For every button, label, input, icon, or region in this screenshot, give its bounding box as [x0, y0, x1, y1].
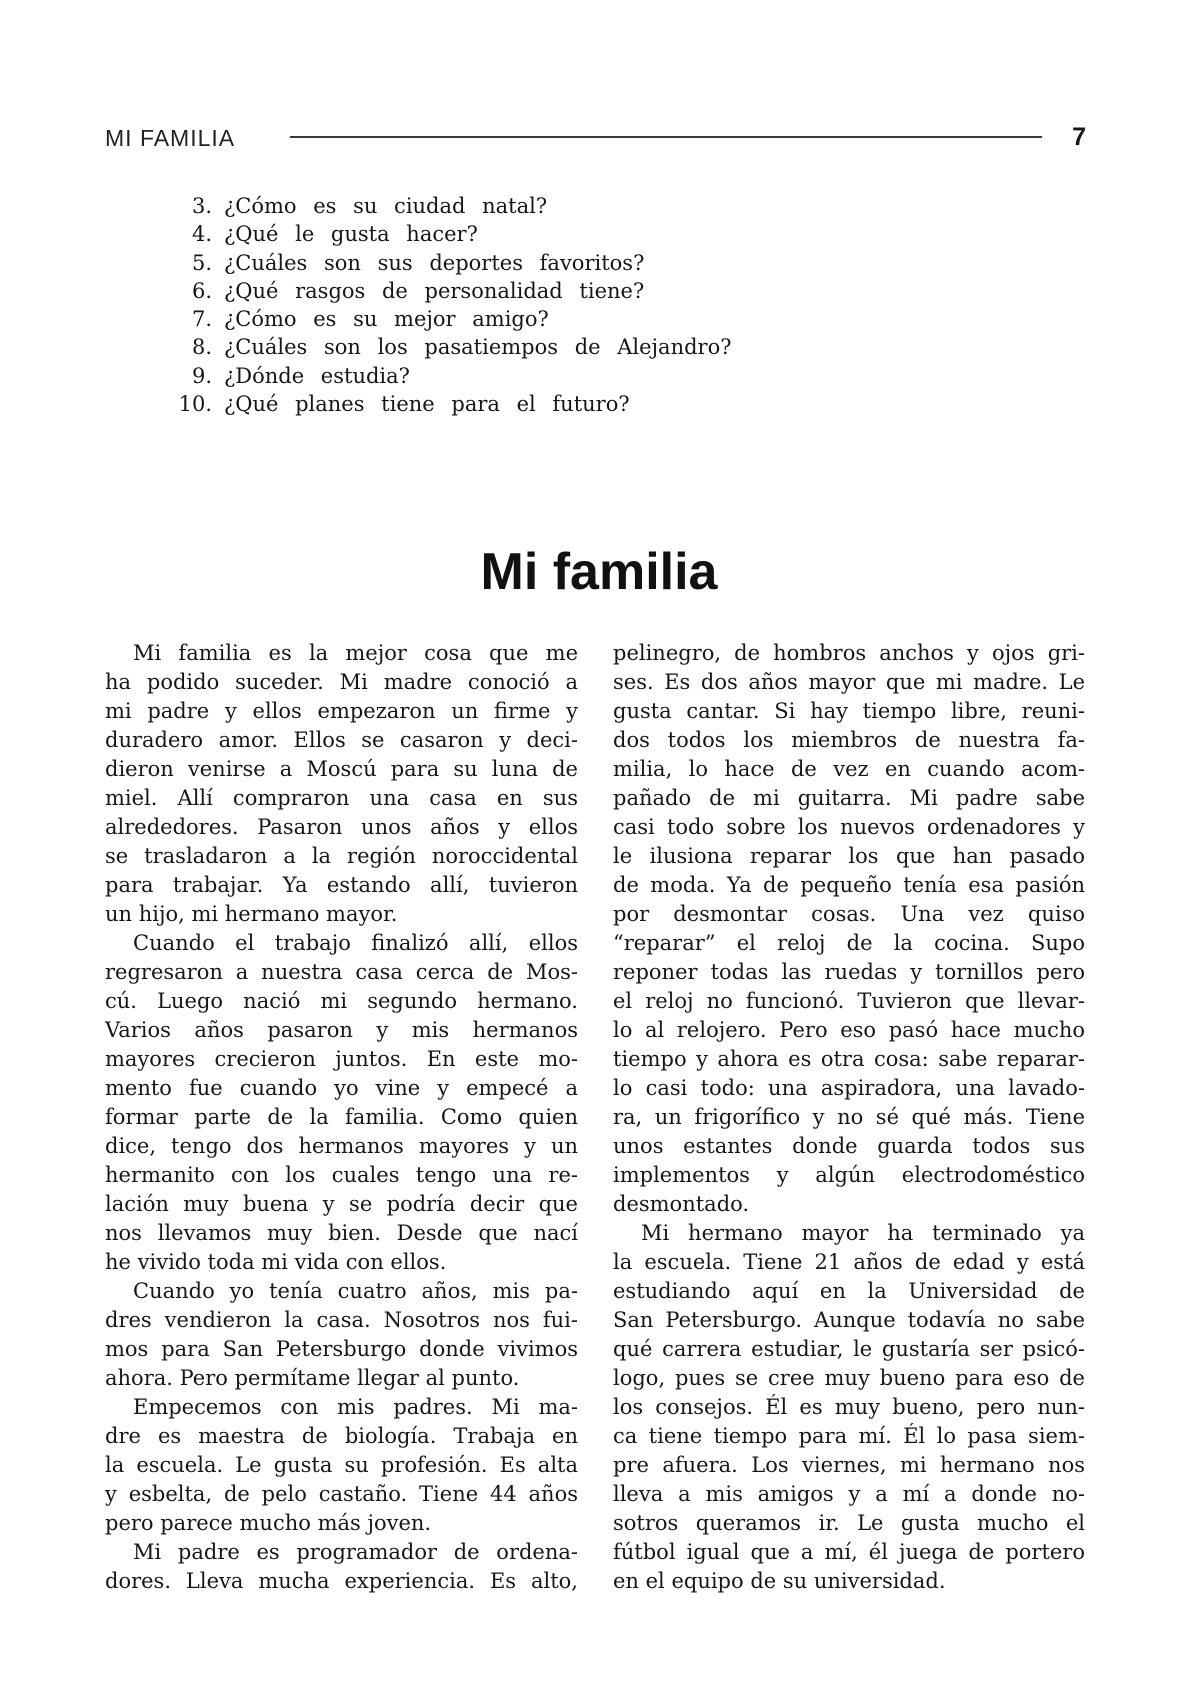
text-line: pero parece mucho más joven.	[105, 1511, 432, 1535]
text-line: le ilusiona reparar los que han pasado	[613, 844, 1085, 868]
question-item	[150, 390, 732, 418]
text-line: pelinegro, de hombros anchos y ojos gri-	[613, 641, 1085, 665]
text-line: la escuela. Tiene 21 años de edad y está	[613, 1250, 1085, 1274]
text-line: hermanito con los cuales tengo una re-	[105, 1163, 578, 1187]
paragraph	[613, 639, 1085, 1219]
question-list	[150, 192, 732, 418]
text-line: de moda. Ya de pequeño tenía esa pasión	[613, 873, 1085, 897]
question-number: 6.	[191, 278, 212, 303]
text-line: lo casi todo: una aspiradora, una lavado-	[613, 1076, 1085, 1100]
text-line: ra, un frigorífico y no sé qué más. Tiene	[613, 1105, 1085, 1129]
question-item	[150, 305, 732, 333]
text-line: mayores crecieron juntos. En este mo-	[105, 1047, 578, 1071]
text-line: dres vendieron la casa. Nosotros nos fui-	[105, 1308, 578, 1332]
text-line: y esbelta, de pelo castaño. Tiene 44 años	[105, 1482, 578, 1506]
paragraph	[613, 1219, 1085, 1596]
paragraph	[105, 639, 578, 929]
question-item	[150, 362, 732, 390]
text-line: pañado de mi guitarra. Mi padre sabe	[613, 786, 1085, 810]
text-line: unos estantes donde guarda todos sus	[613, 1134, 1085, 1158]
question-item	[150, 192, 732, 220]
question-number: 4.	[191, 222, 212, 247]
text-line: un hijo, mi hermano mayor.	[105, 902, 398, 926]
text-line: lo al relojero. Pero eso pasó hace mucho	[613, 1018, 1085, 1042]
text-line: dos todos los miembros de nuestra fa-	[613, 728, 1085, 752]
text-line: logo, pues se cree muy bueno para eso de	[613, 1366, 1085, 1390]
text-line: dre es maestra de biología. Trabaja en	[105, 1424, 578, 1448]
text-line: la escuela. Le gusta su profesión. Es alta	[105, 1453, 578, 1477]
text-line: regresaron a nuestra casa cerca de Mos-	[105, 960, 578, 984]
text-line: mento fue cuando yo vine y empecé a	[105, 1076, 578, 1100]
text-line: San Petersburgo. Aunque todavía no sabe	[613, 1308, 1085, 1332]
header-rule	[290, 136, 1042, 138]
text-line: ha podido suceder. Mi madre conoció a	[105, 670, 578, 694]
article-title: Mi familia	[480, 543, 718, 601]
text-line: dieron venirse a Moscú para su luna de	[105, 757, 578, 781]
text-line: cú. Luego nació mi segundo hermano.	[105, 989, 578, 1013]
question-text: ¿Qué rasgos de personalidad tiene?	[224, 278, 645, 303]
text-line: Empecemos con mis padres. Mi ma-	[133, 1395, 578, 1419]
text-line: mi padre y ellos empezaron un firme y	[105, 699, 578, 723]
text-line: estudiando aquí en la Universidad de	[613, 1279, 1085, 1303]
text-line: por desmontar cosas. Una vez quiso	[613, 902, 1085, 926]
running-title: MI FAMILIA	[105, 125, 236, 151]
question-text: ¿Qué planes tiene para el futuro?	[224, 392, 630, 417]
text-line: el reloj no funcionó. Tuvieron que llevar-	[613, 989, 1085, 1013]
left-column	[105, 639, 578, 1596]
question-item	[150, 333, 732, 361]
text-line: ses. Es dos años mayor que mi madre. Le	[613, 670, 1085, 694]
text-line: tiempo y ahora es otra cosa: sabe reparar-	[613, 1047, 1085, 1071]
question-item	[150, 277, 732, 305]
question-text: ¿Cómo es su ciudad natal?	[224, 194, 548, 218]
page-number: 7	[1072, 123, 1086, 151]
question-text: ¿Dónde estudia?	[224, 363, 410, 388]
paragraph	[105, 1538, 578, 1596]
text-line: fútbol igual que a mí, él juega de portero	[613, 1540, 1085, 1564]
text-line: formar parte de la familia. Como quien	[105, 1105, 578, 1129]
text-line: milia, lo hace de vez en cuando acom-	[613, 757, 1085, 781]
question-text: ¿Qué le gusta hacer?	[224, 222, 478, 247]
text-line: he vivido toda mi vida con ellos.	[105, 1250, 447, 1274]
text-line: “reparar” el reloj de la cocina. Supo	[613, 931, 1085, 955]
text-line: casi todo sobre los nuevos ordenadores y	[613, 815, 1085, 839]
text-line: dores. Lleva mucha experiencia. Es alto,	[105, 1569, 578, 1593]
question-number: 5.	[191, 250, 212, 275]
text-line: nos llevamos muy bien. Desde que nací	[105, 1221, 578, 1245]
paragraph	[105, 929, 578, 1277]
text-line: qué carrera estudiar, le gustaría ser psicó-	[613, 1337, 1085, 1361]
question-number: 3.	[191, 194, 212, 218]
text-line: duradero amor. Ellos se casaron y deci-	[105, 728, 578, 752]
paragraph	[105, 1393, 578, 1538]
question-number: 9.	[191, 363, 212, 388]
text-line: Mi familia es la mejor cosa que me	[133, 641, 578, 665]
question-text: ¿Cómo es su mejor amigo?	[224, 307, 549, 332]
question-number: 10.	[178, 392, 212, 417]
text-line: reponer todas las ruedas y tornillos pero	[613, 960, 1085, 984]
text-line: Varios años pasaron y mis hermanos	[105, 1018, 578, 1042]
text-line: sotros queramos ir. Le gusta mucho el	[613, 1511, 1085, 1535]
text-line: desmontado.	[613, 1192, 750, 1216]
right-column	[613, 639, 1085, 1596]
text-line: Cuando yo tenía cuatro años, mis pa-	[133, 1279, 578, 1303]
text-line: implementos y algún electrodoméstico	[613, 1163, 1085, 1187]
text-line: para trabajar. Ya estando allí, tuvieron	[105, 873, 578, 897]
text-line: en el equipo de su universidad.	[613, 1569, 946, 1593]
text-line: se trasladaron a la región noroccidental	[105, 844, 578, 868]
text-line: ahora. Pero permítame llegar al punto.	[105, 1366, 520, 1390]
paragraph	[105, 1277, 578, 1393]
text-line: lleva a mis amigos y a mí a donde no-	[613, 1482, 1085, 1506]
text-line: Mi padre es programador de ordena-	[133, 1540, 578, 1564]
text-line: Mi hermano mayor ha terminado ya	[641, 1221, 1085, 1245]
text-line: miel. Allí compraron una casa en sus	[105, 786, 578, 810]
text-line: gusta cantar. Si hay tiempo libre, reuni-	[613, 699, 1085, 723]
text-line: pre afuera. Los viernes, mi hermano nos	[613, 1453, 1085, 1477]
text-line: mos para San Petersburgo donde vivimos	[105, 1337, 578, 1361]
question-number: 8.	[191, 335, 212, 360]
question-item	[150, 249, 732, 277]
text-line: lación muy buena y se podría decir que	[105, 1192, 578, 1216]
text-line: alrededores. Pasaron unos años y ellos	[105, 815, 578, 839]
question-item	[150, 220, 732, 248]
question-number: 7.	[191, 307, 212, 332]
text-line: los consejos. Él es muy bueno, pero nun-	[613, 1395, 1085, 1419]
text-line: Cuando el trabajo finalizó allí, ellos	[133, 931, 578, 955]
text-line: dice, tengo dos hermanos mayores y un	[105, 1134, 578, 1158]
text-line: ca tiene tiempo para mí. Él lo pasa siem-	[613, 1424, 1085, 1448]
question-text: ¿Cuáles son los pasatiempos de Alejandro?	[224, 335, 732, 360]
question-text: ¿Cuáles son sus deportes favoritos?	[224, 250, 645, 275]
